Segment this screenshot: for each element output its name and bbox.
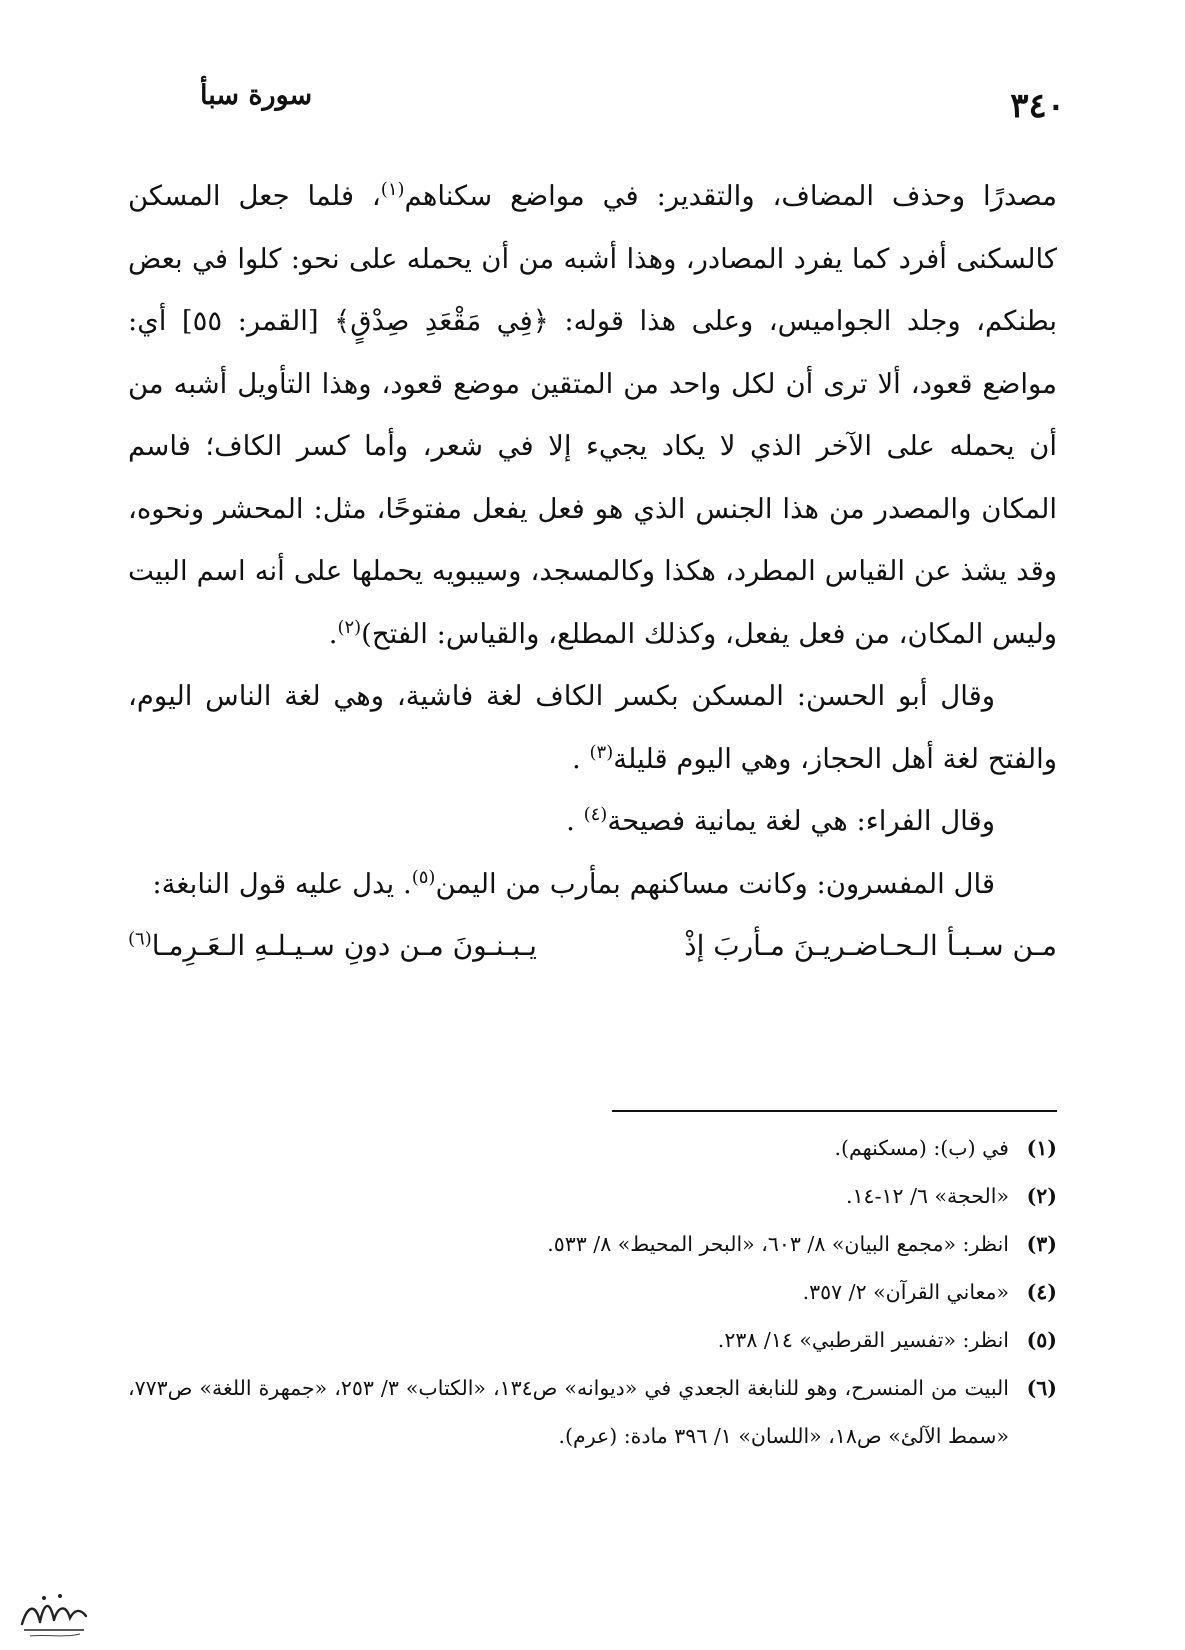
footnote-text: البيت من المنسرح، وهو للنابغة الجعدي في «ديوانه» ص١٣٤، «الكتاب» ٣/ ٢٥٣، «جمهرة اللغة» ص٧٧٣، «سمط الآلئ» ص١٨، «اللسان» ١/ ٣٩٦ مادة: (عرم). — [128, 1376, 1009, 1448]
paragraph-2-end: . — [572, 742, 590, 775]
footnote-item — [128, 1268, 1057, 1316]
footnote-ref-1: (١) — [380, 178, 405, 200]
paragraph-4-end: . يدل عليه قول النابغة: — [152, 867, 412, 900]
paragraph-4 — [128, 853, 1057, 916]
footnote-ref-4: (٤) — [583, 803, 608, 825]
footnote-item — [128, 1316, 1057, 1364]
footnote-number: (٤) — [1026, 1280, 1057, 1304]
footnote-ref-2: (٢) — [337, 616, 362, 638]
footnote-text: في (ب): (مسكنهم). — [834, 1136, 1009, 1160]
verse-second-hemistich: يـبـنـونَ مـن دونِ سـيـلـهِ الـعَـرِمـا — [151, 929, 537, 962]
poetry-verse — [128, 915, 1057, 977]
footnote-text: انظر: «تفسير القرطبي» ١٤/ ٢٣٨. — [717, 1328, 1009, 1352]
paragraph-1 — [128, 165, 1057, 665]
footnote-ref-6: (٦) — [128, 928, 152, 950]
footnote-text: «معاني القرآن» ٢/ ٣٥٧. — [802, 1280, 1009, 1304]
footnote-number: (٢) — [1026, 1184, 1057, 1208]
verse-second-hemistich-wrap — [128, 915, 537, 977]
footnote-number: (٦) — [1026, 1376, 1057, 1400]
footnote-item — [128, 1364, 1057, 1460]
main-text — [128, 165, 1057, 977]
footnote-number: (١) — [1026, 1136, 1057, 1160]
running-title: سورة سبأ — [200, 80, 313, 111]
footnote-text: «الحجة» ٦/ ١٢-١٤. — [846, 1184, 1009, 1208]
footnote-text: انظر: «مجمع البيان» ٨/ ٦٠٣، «البحر المحيط» ٨/ ٥٣٣. — [547, 1232, 1009, 1256]
footnote-ref-5: (٥) — [411, 866, 436, 888]
footnotes — [128, 1124, 1057, 1460]
footnote-number: (٥) — [1026, 1328, 1057, 1352]
footnote-item — [128, 1124, 1057, 1172]
paragraph-3 — [128, 790, 1057, 853]
verse-first-hemistich: مـن سـبـأ الـحـاضـريـنَ مـأربَ إذْ — [684, 929, 1057, 962]
footnote-item — [128, 1220, 1057, 1268]
paragraph-4-text: قال المفسرون: وكانت مساكنهم بمأرب من اليمن — [435, 867, 995, 900]
paragraph-3-text: وقال الفراء: هي لغة يمانية فصيحة — [607, 805, 995, 837]
paragraph-2 — [128, 665, 1057, 790]
footnote-item — [128, 1172, 1057, 1220]
paragraph-3-end: . — [566, 805, 584, 837]
page-header — [120, 78, 1065, 128]
publisher-logo — [14, 1582, 94, 1642]
page-number: ٣٤٠ — [1010, 86, 1065, 126]
paragraph-2-text: وقال أبو الحسن: المسكن بكسر الكاف لغة فاشية، وهي لغة الناس اليوم، والفتح لغة أهل الحجاز، وهي اليوم قليلة — [128, 680, 1057, 775]
footnote-ref-3: (٣) — [589, 741, 614, 763]
footnote-number: (٣) — [1026, 1232, 1057, 1256]
footnote-divider — [612, 1110, 1057, 1112]
paragraph-1-start: مصدرًا وحذف المضاف، والتقدير: في مواضع سكناهم — [404, 180, 1057, 212]
paragraph-1-body: ، فلما جعل المسكن كالسكنى أفرد كما يفرد المصادر، وهذا أشبه من أن يحمله على نحو: كلوا في بعض بطنكم، وجلد الجواميس، وعلى هذا قوله: ﴿فِي مَقْعَدِ صِدْقٍ﴾ [القمر: ٥٥] أي: مواضع قعود، ألا ترى أن لكل واحد من المتقين موضع قعود، وهذا التأويل أشبه من أن يحمله على الآخر الذي لا يكاد يجيء إلا في شعر، وأما كسر الكاف؛ فاسم المكان والمصدر من هذا الجنس الذي هو فعل يفعل مفتوحًا، مثل: المحشر ونحوه، وقد يشذ عن القياس المطرد، هكذا وكالمسجد، وسيبويه يحملها على أنه اسم البيت وليس المكان، من فعل يفعل، وكذلك المطلع، والقياس: الفتح) — [128, 180, 1057, 650]
paragraph-1-end: . — [328, 617, 338, 650]
